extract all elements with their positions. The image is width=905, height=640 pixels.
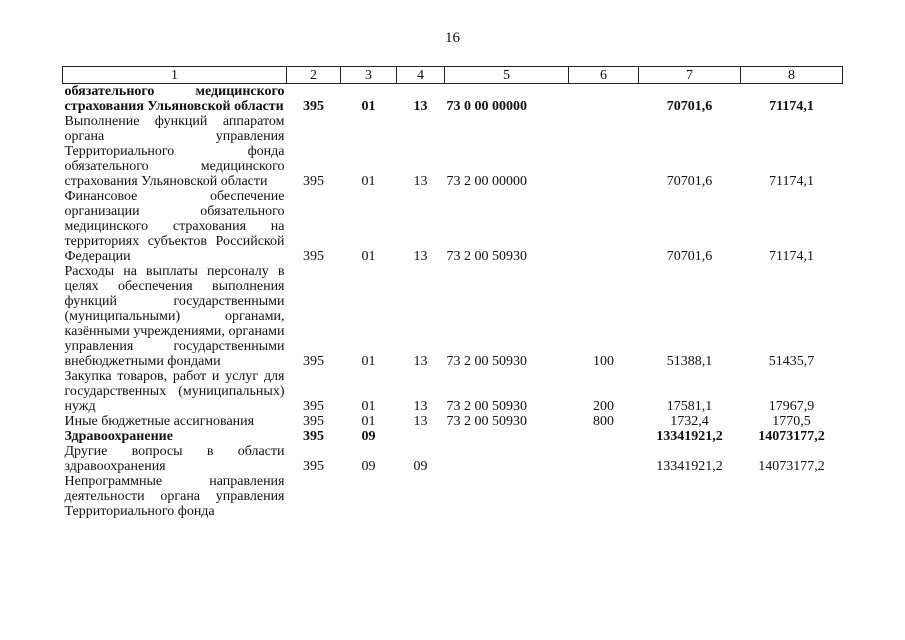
row-amount-col8: 1770,5 — [772, 414, 811, 429]
row-description: Финансовое обеспечение организации обязательного медицинского страхования на территориях субъектов Российской Федерации — [64, 189, 285, 264]
row-code-col3: 01 — [361, 414, 376, 429]
row-code-col3: 01 — [361, 249, 376, 264]
column-header-2: 2 — [287, 67, 341, 84]
row-code-col6 — [569, 189, 639, 264]
row-amount-col7: 1732,4 — [670, 414, 709, 429]
row-code-col2: 395 — [303, 429, 324, 444]
row-code-col2: 395 — [303, 459, 324, 474]
row-code-col3: 01 — [361, 399, 376, 414]
row-amount-col7: 51388,1 — [666, 354, 713, 369]
row-code-col3: 09 — [361, 459, 376, 474]
row-code-col2 — [287, 474, 341, 519]
row-code-col4 — [397, 429, 445, 444]
row-code-col4: 13 — [413, 99, 428, 114]
row-code-col6 — [569, 84, 639, 115]
row-code-col3 — [341, 474, 397, 519]
row-code-col4: 09 — [413, 459, 428, 474]
row-code-col5: 73 0 00 00000 — [446, 99, 527, 114]
row-code-col4: 13 — [413, 414, 428, 429]
row-amount-col7: 70701,6 — [666, 99, 713, 114]
row-code-col2: 395 — [303, 249, 324, 264]
row-amount-col8: 14073177,2 — [758, 459, 825, 474]
row-description: Другие вопросы в области здравоохранения — [64, 444, 285, 474]
table-row — [63, 444, 843, 474]
row-description: Здравоохранение — [64, 429, 173, 444]
column-header-1: 1 — [63, 67, 287, 84]
row-code-col5: 73 2 00 50930 — [446, 399, 527, 414]
row-description: Непрограммные направления деятельности органа управления Территориального фонда — [64, 474, 285, 519]
table-row — [63, 264, 843, 369]
row-code-col5: 73 2 00 50930 — [446, 414, 527, 429]
row-code-col5 — [445, 474, 569, 519]
row-amount-col8: 51435,7 — [768, 354, 815, 369]
row-code-col4: 13 — [413, 174, 428, 189]
row-code-col6: 100 — [593, 354, 614, 369]
row-amount-col8: 14073177,2 — [758, 429, 825, 444]
column-header-6: 6 — [569, 67, 639, 84]
row-code-col6: 200 — [593, 399, 614, 414]
row-amount-col8: 71174,1 — [769, 99, 814, 114]
row-code-col2: 395 — [303, 99, 324, 114]
row-amount-col8 — [741, 474, 843, 519]
row-amount-col7 — [639, 474, 741, 519]
row-description: обязательного медицинского страхования Ульяновской области — [64, 84, 285, 114]
row-amount-col7: 13341921,2 — [656, 459, 723, 474]
budget-table — [62, 66, 843, 519]
row-code-col5: 73 2 00 00000 — [446, 174, 527, 189]
row-description: Закупка товаров, работ и услуг для государственных (муниципальных) нужд — [64, 369, 285, 414]
row-code-col5: 73 2 00 50930 — [446, 354, 527, 369]
table-row — [63, 84, 843, 115]
row-code-col6 — [569, 474, 639, 519]
row-code-col4: 13 — [413, 399, 428, 414]
row-code-col3: 09 — [361, 429, 376, 444]
row-code-col2: 395 — [303, 414, 324, 429]
row-code-col3: 01 — [361, 174, 376, 189]
row-code-col5 — [445, 429, 569, 444]
table-row — [63, 429, 843, 444]
row-code-col6 — [569, 429, 639, 444]
row-description: Расходы на выплаты персоналу в целях обеспечения выполнения функций государственными (муниципальными) органами, казёнными учреждениями, органами управления государственными внебюджетными фондами — [64, 264, 285, 369]
row-code-col5: 73 2 00 50930 — [446, 249, 527, 264]
column-header-8: 8 — [741, 67, 843, 84]
table-body — [63, 84, 843, 520]
row-code-col3: 01 — [361, 354, 376, 369]
row-code-col3: 01 — [361, 99, 376, 114]
table-row — [63, 189, 843, 264]
row-amount-col8: 71174,1 — [769, 249, 814, 264]
row-description: Иные бюджетные ассигнования — [64, 414, 255, 429]
row-amount-col8: 71174,1 — [769, 174, 814, 189]
table-row — [63, 114, 843, 189]
table-header-row — [63, 67, 843, 84]
row-amount-col7: 13341921,2 — [656, 429, 723, 444]
row-code-col6: 800 — [593, 414, 614, 429]
row-code-col4 — [397, 474, 445, 519]
column-header-3: 3 — [341, 67, 397, 84]
table-row — [63, 414, 843, 429]
row-amount-col7: 70701,6 — [666, 249, 713, 264]
row-code-col5 — [445, 444, 569, 474]
table-row — [63, 369, 843, 414]
row-amount-col7: 17581,1 — [666, 399, 713, 414]
column-header-4: 4 — [397, 67, 445, 84]
row-code-col2: 395 — [303, 354, 324, 369]
column-header-7: 7 — [639, 67, 741, 84]
table-row — [63, 474, 843, 519]
row-code-col6 — [569, 114, 639, 189]
page-number: 16 — [445, 30, 460, 46]
row-code-col4: 13 — [413, 249, 428, 264]
row-code-col4: 13 — [413, 354, 428, 369]
column-header-5: 5 — [445, 67, 569, 84]
row-code-col2: 395 — [303, 399, 324, 414]
row-description: Выполнение функций аппаратом органа управления Территориального фонда обязательного медицинского страхования Ульяновской области — [64, 114, 285, 189]
row-code-col6 — [569, 444, 639, 474]
row-amount-col7: 70701,6 — [666, 174, 713, 189]
row-code-col2: 395 — [303, 174, 324, 189]
row-amount-col8: 17967,9 — [768, 399, 815, 414]
